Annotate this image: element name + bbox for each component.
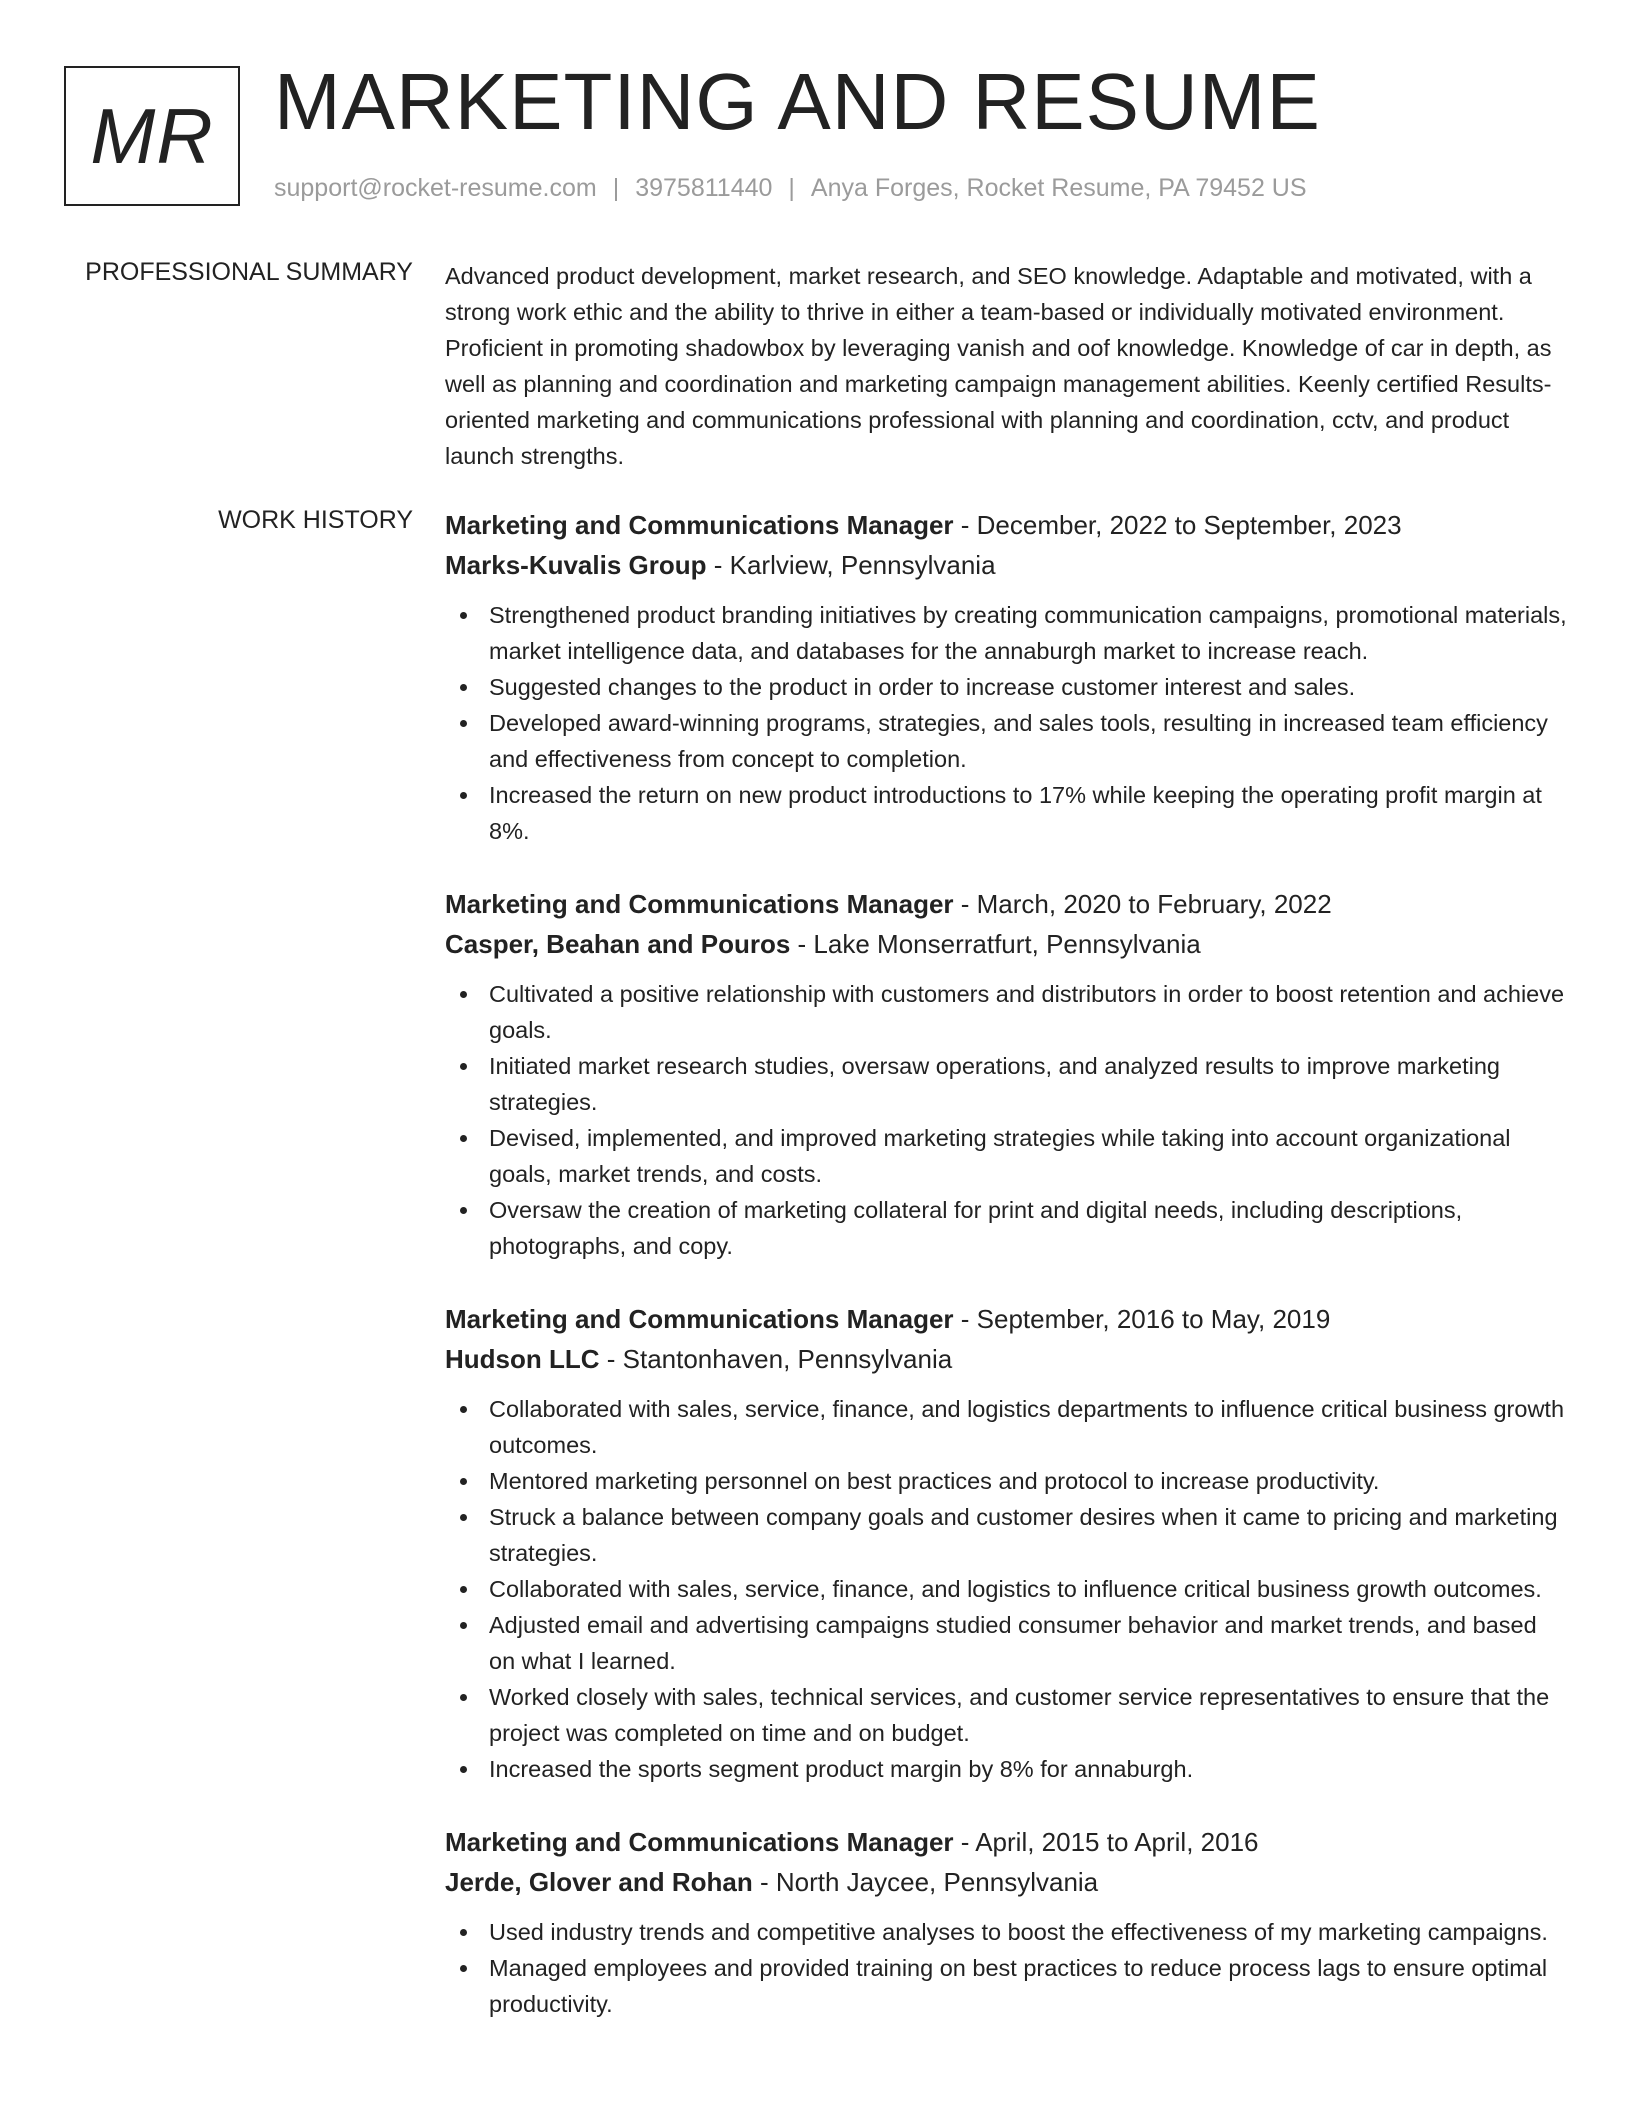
job-company: Jerde, Glover and Rohan <box>445 1867 753 1897</box>
job-entry <box>445 885 1567 1264</box>
bullet-dot-icon <box>460 1929 467 1936</box>
contact-address: Anya Forges, Rocket Resume, PA 79452 US <box>810 174 1307 202</box>
job-bullet <box>445 705 1567 777</box>
bullet-dot-icon <box>460 1478 467 1485</box>
job-bullet <box>445 1192 1567 1264</box>
job-location: - Lake Monserratfurt, Pennsylvania <box>790 929 1201 959</box>
bullet-dot-icon <box>460 1514 467 1521</box>
job-bullet-text: Cultivated a positive relationship with customers and distributors in order to boost retention and achieve goals. <box>489 981 1565 1043</box>
job-dates: - September, 2016 to May, 2019 <box>953 1304 1331 1334</box>
job-bullet <box>445 1499 1567 1571</box>
job-bullet-text: Developed award-winning programs, strategies, and sales tools, resulting in increased team efficiency and effectiveness from concept to completion. <box>489 710 1548 772</box>
bullet-dot-icon <box>460 1622 467 1629</box>
job-bullet-text: Collaborated with sales, service, finance, and logistics to influence critical business growth outcomes. <box>489 1576 1542 1602</box>
job-company-line <box>445 1339 1567 1379</box>
job-dates: - December, 2022 to September, 2023 <box>953 510 1402 540</box>
job-bullet-text: Devised, implemented, and improved marketing strategies while taking into account organizational goals, market trends, and costs. <box>489 1125 1511 1187</box>
bullet-dot-icon <box>460 1766 467 1773</box>
job-location: - North Jaycee, Pennsylvania <box>752 1867 1099 1897</box>
job-bullet-text: Increased the return on new product introductions to 17% while keeping the operating profit margin at 8%. <box>489 782 1542 844</box>
job-company-line <box>445 924 1567 964</box>
professional-summary-heading: PROFESSIONAL SUMMARY <box>85 258 413 286</box>
bullet-dot-icon <box>460 991 467 998</box>
job-bullet-text: Adjusted email and advertising campaigns studied consumer behavior and market trends, and based on what I learned. <box>489 1612 1537 1674</box>
job-title-line <box>445 885 1567 924</box>
contact-separator: | <box>612 174 620 202</box>
job-company-line <box>445 1862 1567 1902</box>
job-bullet-list <box>445 1914 1567 2022</box>
job-bullet <box>445 1571 1567 1607</box>
bullet-dot-icon <box>460 612 467 619</box>
job-title-line <box>445 506 1567 545</box>
bullet-dot-icon <box>460 1406 467 1413</box>
job-bullet-text: Suggested changes to the product in order to increase customer interest and sales. <box>489 674 1356 700</box>
job-title-line <box>445 1300 1567 1339</box>
job-bullet-text: Worked closely with sales, technical services, and customer service representatives to ensure that the project was completed on time and on budget. <box>489 1684 1550 1746</box>
job-bullet-text: Strengthened product branding initiatives by creating communication campaigns, promotional materials, market intelligence data, and databases for the annaburgh market to increase reach. <box>489 602 1567 664</box>
job-company: Marks-Kuvalis Group <box>445 550 707 580</box>
bullet-dot-icon <box>460 1965 467 1972</box>
job-bullet-list <box>445 1391 1567 1787</box>
job-bullet <box>445 1391 1567 1463</box>
bullet-dot-icon <box>460 720 467 727</box>
job-bullet <box>445 777 1567 849</box>
job-title: Marketing and Communications Manager <box>445 1827 954 1857</box>
bullet-dot-icon <box>460 792 467 799</box>
work-history-list <box>445 506 1567 2058</box>
job-bullet <box>445 669 1567 705</box>
job-title: Marketing and Communications Manager <box>445 510 954 540</box>
bullet-dot-icon <box>460 1063 467 1070</box>
contact-email: support@rocket-resume.com <box>274 174 597 202</box>
job-bullet-list <box>445 976 1567 1264</box>
job-company: Casper, Beahan and Pouros <box>445 929 791 959</box>
job-bullet <box>445 597 1567 669</box>
contact-line <box>274 174 1307 203</box>
bullet-dot-icon <box>460 1135 467 1142</box>
job-bullet-text: Collaborated with sales, service, finance, and logistics departments to influence critical business growth outcomes. <box>489 1396 1565 1458</box>
job-entry <box>445 506 1567 849</box>
job-bullet-text: Initiated market research studies, oversaw operations, and analyzed results to improve marketing strategies. <box>489 1053 1500 1115</box>
job-bullet-text: Mentored marketing personnel on best practices and protocol to increase productivity. <box>489 1468 1380 1494</box>
job-bullet-text: Used industry trends and competitive analyses to boost the effectiveness of my marketing campaigns. <box>489 1919 1548 1945</box>
job-entry <box>445 1300 1567 1787</box>
job-company: Hudson LLC <box>445 1344 600 1374</box>
job-bullet <box>445 1607 1567 1679</box>
bullet-dot-icon <box>460 684 467 691</box>
job-bullet <box>445 1120 1567 1192</box>
job-dates: - March, 2020 to February, 2022 <box>953 889 1332 919</box>
job-bullet <box>445 1463 1567 1499</box>
job-bullet-text: Oversaw the creation of marketing collateral for print and digital needs, including descriptions, photographs, and copy. <box>489 1197 1463 1259</box>
job-location: - Karlview, Pennsylvania <box>706 550 996 580</box>
contact-phone: 3975811440 <box>635 174 773 202</box>
job-bullet <box>445 1914 1567 1950</box>
resume-name: MARKETING AND RESUME <box>274 57 1321 146</box>
job-company-line <box>445 545 1567 585</box>
job-location: - Stantonhaven, Pennsylvania <box>599 1344 953 1374</box>
job-bullet <box>445 1751 1567 1787</box>
monogram-logo: MR <box>64 66 240 206</box>
contact-separator: | <box>788 174 795 202</box>
job-bullet-text: Managed employees and provided training on best practices to reduce process lags to ensure optimal productivity. <box>489 1955 1548 2017</box>
job-bullet <box>445 1679 1567 1751</box>
job-entry <box>445 1823 1567 2022</box>
job-bullet <box>445 1048 1567 1120</box>
job-title: Marketing and Communications Manager <box>445 889 954 919</box>
bullet-dot-icon <box>460 1207 467 1214</box>
bullet-dot-icon <box>460 1694 467 1701</box>
job-bullet-text: Increased the sports segment product margin by 8% for annaburgh. <box>489 1756 1194 1782</box>
job-bullet <box>445 976 1567 1048</box>
job-dates: - April, 2015 to April, 2016 <box>953 1827 1259 1857</box>
job-bullet <box>445 1950 1567 2022</box>
job-title-line <box>445 1823 1567 1862</box>
job-bullet-text: Struck a balance between company goals and customer desires when it came to pricing and marketing strategies. <box>489 1504 1558 1566</box>
professional-summary-text: Advanced product development, market research, and SEO knowledge. Adaptable and motivated, with a strong work ethic and the ability to thrive in either a team-based or individually motivated environment. Proficient in promoting shadowbox by leveraging vanish and oof knowledge. Knowledge of car in depth, as well as planning and coordination and marketing campaign management abilities. Keenly certified Results-oriented marketing and communications professional with planning and coordination, cctv, and product launch strengths. <box>445 263 1552 469</box>
job-title: Marketing and Communications Manager <box>445 1304 954 1334</box>
bullet-dot-icon <box>460 1586 467 1593</box>
work-history-heading: WORK HISTORY <box>218 506 413 534</box>
job-bullet-list <box>445 597 1567 849</box>
